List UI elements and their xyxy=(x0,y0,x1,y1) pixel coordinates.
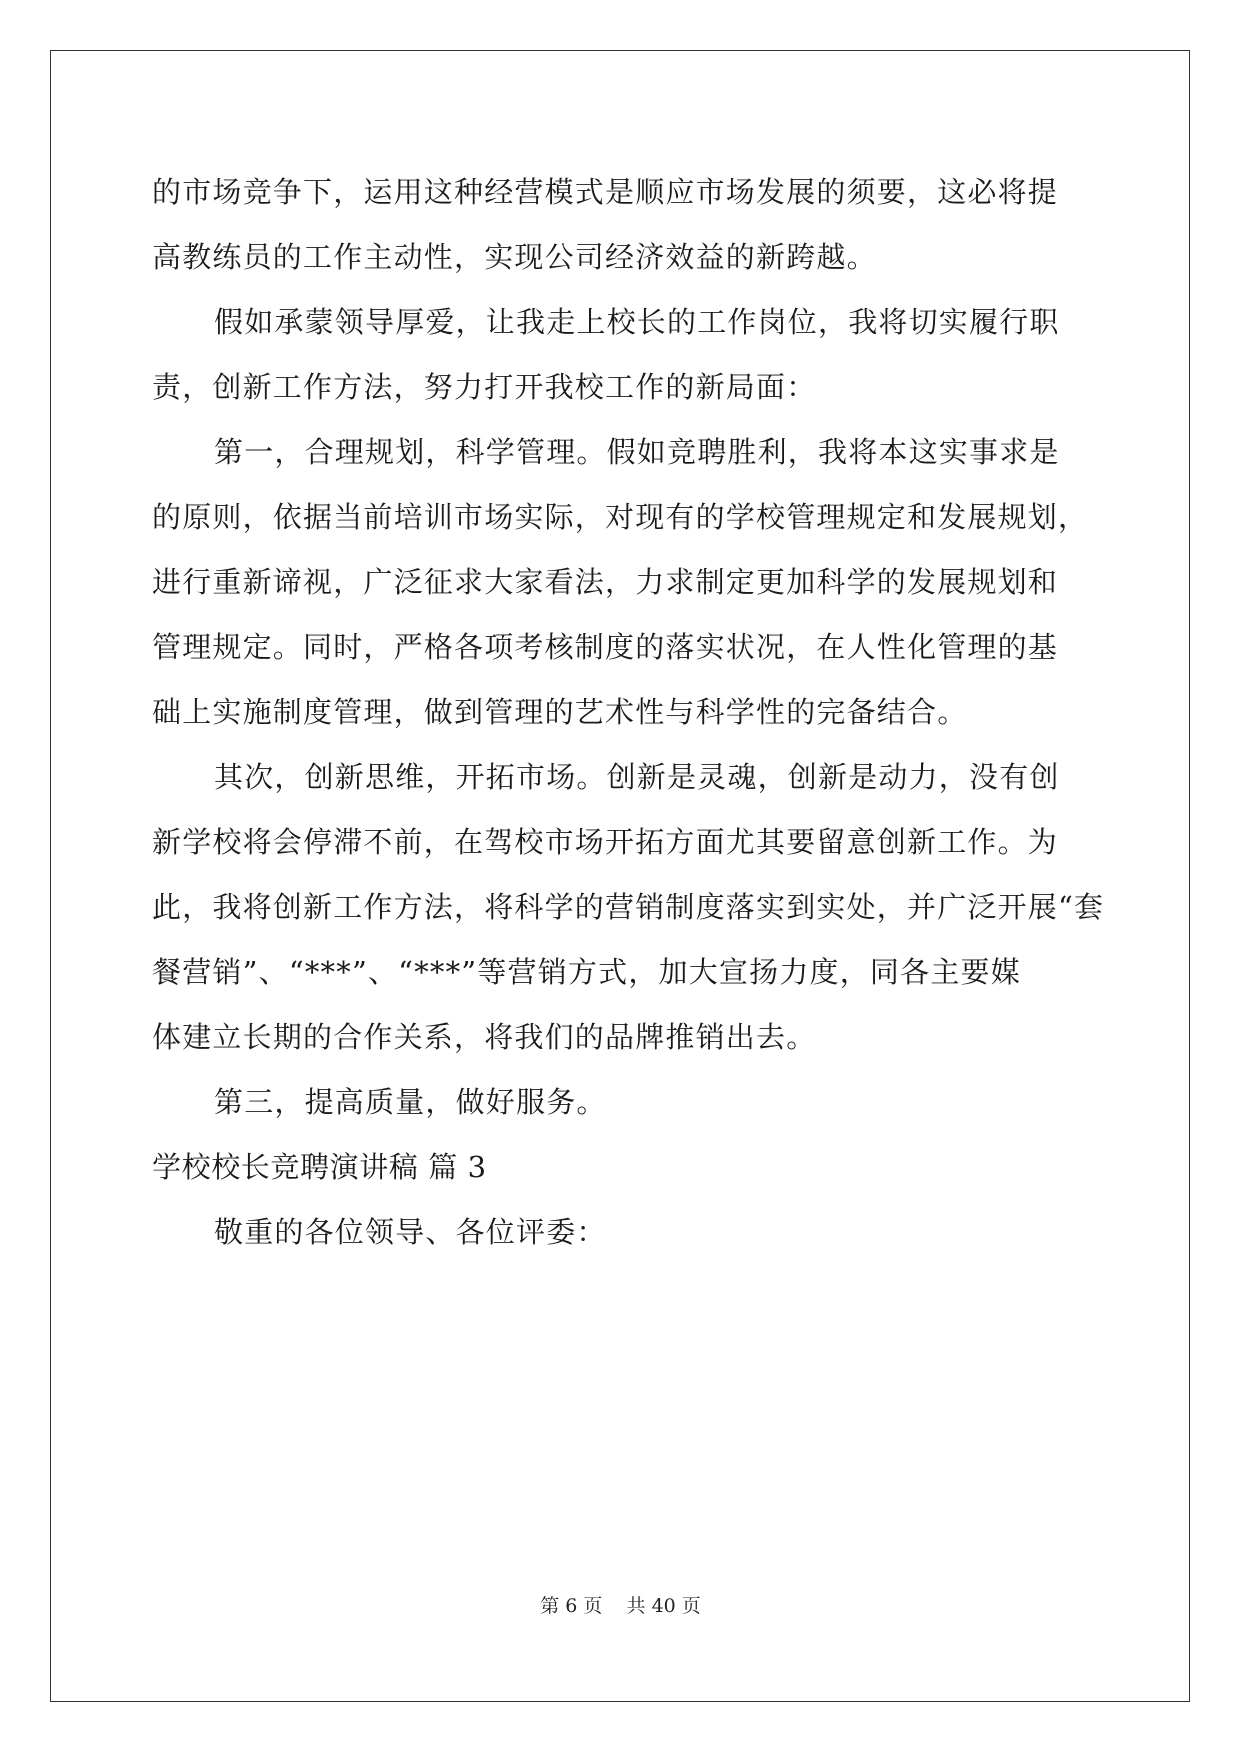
paragraph-start: 其次，创新思维，开拓市场。创新是灵魂，创新是动力，没有创 xyxy=(214,760,1060,794)
page-number-footer: 第 6 页 共 40 页 xyxy=(540,1595,701,1617)
text-line: 础上实施制度管理，做到管理的艺术性与科学性的完备结合。 xyxy=(152,695,968,729)
text-line: 高教练员的工作主动性，实现公司经济效益的新跨越。 xyxy=(152,240,877,274)
salutation: 敬重的各位领导、各位评委： xyxy=(214,1215,607,1249)
text-line: 的原则，依据当前培训市场实际，对现有的学校管理规定和发展规划， xyxy=(152,500,1089,534)
text-line: 新学校将会停滞不前，在驾校市场开拓方面尤其要留意创新工作。为 xyxy=(152,825,1059,859)
text-line: 体建立长期的合作关系，将我们的品牌推销出去。 xyxy=(152,1020,817,1054)
paragraph-start: 第三，提高质量，做好服务。 xyxy=(214,1085,607,1119)
document-body xyxy=(152,160,1112,1265)
text-line: 餐营销”、“***”、“***”等营销方式，加大宣扬力度，同各主要媒 xyxy=(152,955,1021,989)
text-line: 进行重新谛视，广泛征求大家看法，力求制定更加科学的发展规划和 xyxy=(152,565,1059,599)
paragraph-start: 第一，合理规划，科学管理。假如竞聘胜利，我将本这实事求是 xyxy=(214,435,1060,469)
paragraph-start: 假如承蒙领导厚爱，让我走上校长的工作岗位，我将切实履行职 xyxy=(214,305,1060,339)
text-line: 管理规定。同时，严格各项考核制度的落实状况，在人性化管理的基 xyxy=(152,630,1059,664)
text-line: 的市场竞争下，运用这种经营模式是顺应市场发展的须要，这必将提 xyxy=(152,175,1059,209)
section-heading: 学校校长竞聘演讲稿 篇 3 xyxy=(152,1150,487,1184)
text-line: 此，我将创新工作方法，将科学的营销制度落实到实处，并广泛开展“套 xyxy=(152,890,1105,924)
text-line: 责，创新工作方法，努力打开我校工作的新局面： xyxy=(152,370,817,404)
